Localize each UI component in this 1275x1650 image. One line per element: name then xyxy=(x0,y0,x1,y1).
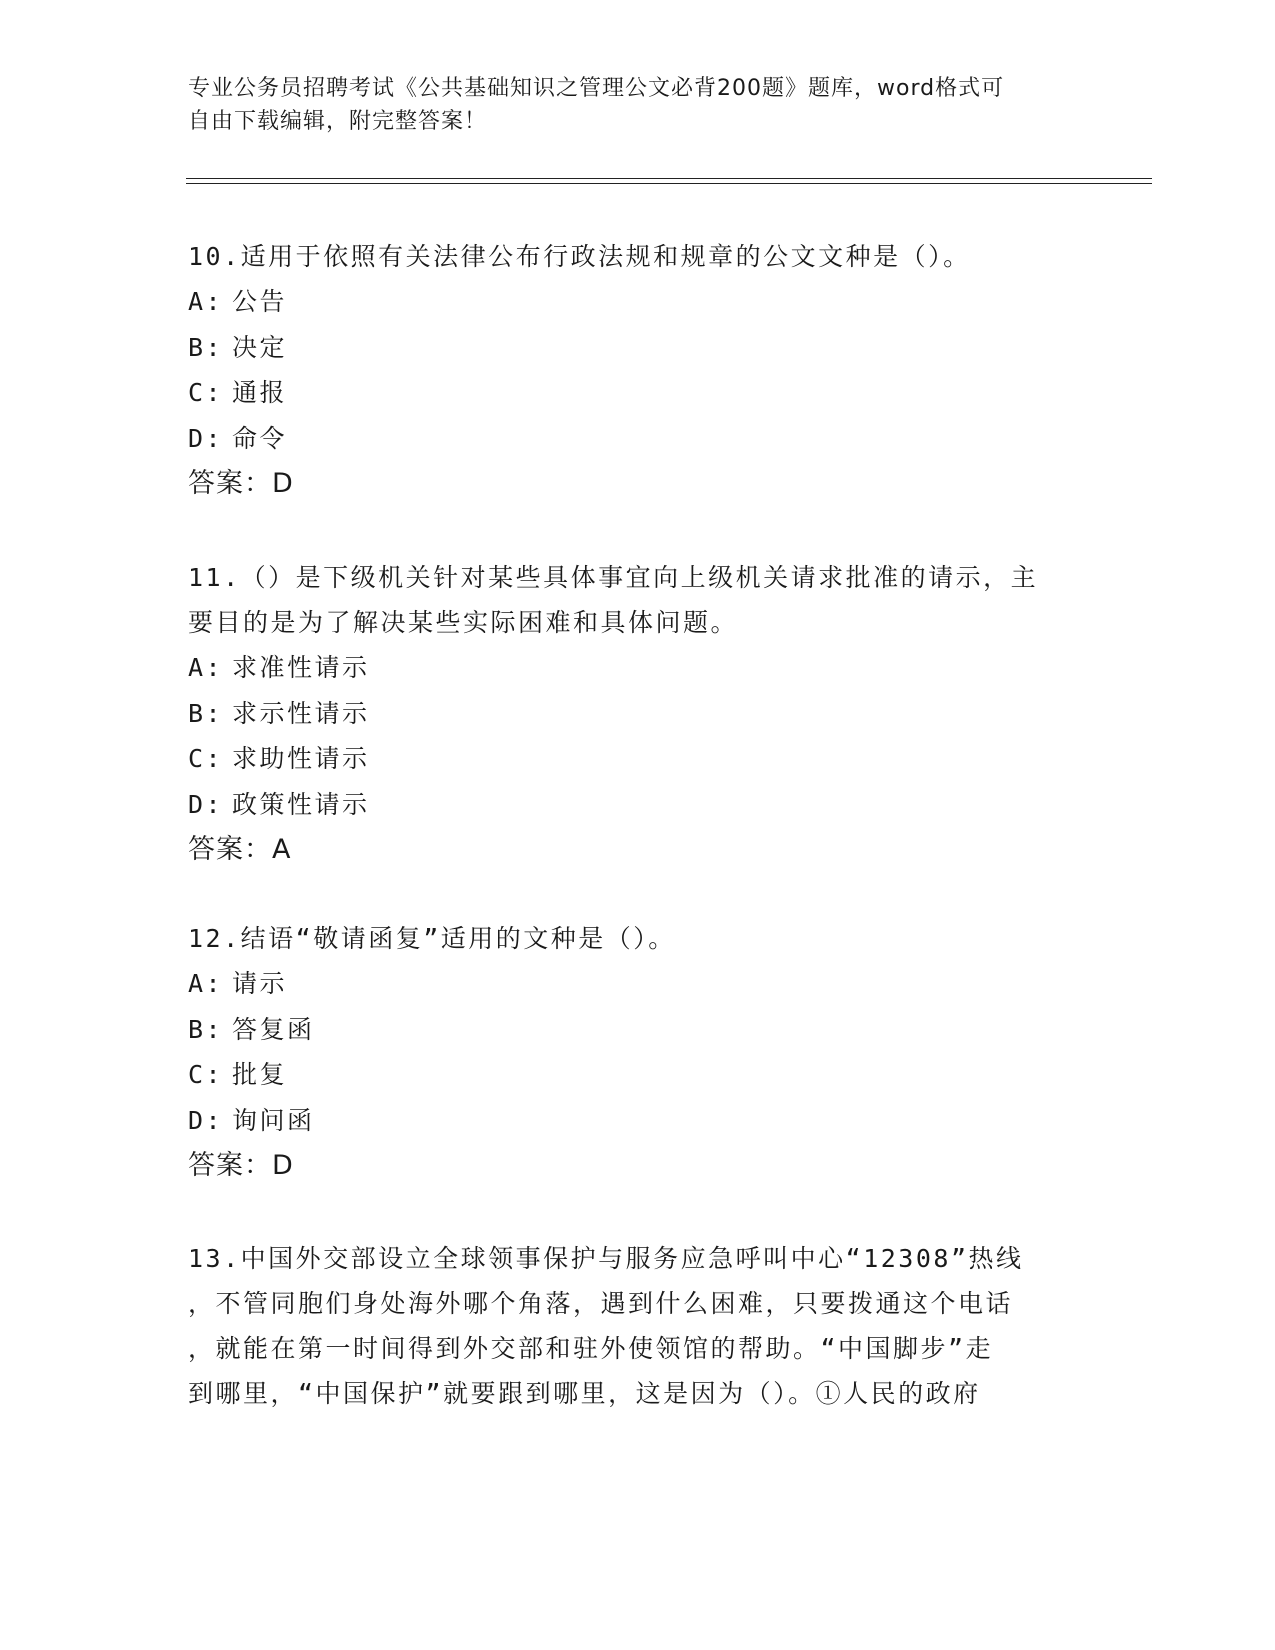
option-text: 通报 xyxy=(232,378,288,407)
option-text: 政策性请示 xyxy=(232,789,370,819)
question-stem: 10.适用于依照有关法律公布行政法规和规章的公文文种是（）。 xyxy=(188,242,971,271)
question-stem-line-4: 到哪里，“中国保护”就要跟到哪里，这是因为（）。①人民的政府 xyxy=(188,1379,981,1408)
answer-label: 答案：A xyxy=(188,834,292,865)
option-text: 求助性请示 xyxy=(232,744,370,773)
option-a xyxy=(188,645,1088,691)
option-text: 公告 xyxy=(232,287,288,316)
answer-label: 答案：D xyxy=(188,1150,294,1181)
option-letter: A: xyxy=(188,969,224,998)
option-c xyxy=(188,736,1088,782)
option-text: 询问函 xyxy=(232,1105,315,1135)
option-letter: B: xyxy=(188,332,224,362)
question-stem-line-1: 13.中国外交部设立全球领事保护与服务应急呼叫中心“12308”热线 xyxy=(188,1244,1024,1273)
question-stem-line-1: 11.（）是下级机关针对某些具体事宜向上级机关请求批准的请示，主 xyxy=(188,563,1039,592)
document-header xyxy=(188,72,1088,138)
option-letter: D: xyxy=(188,423,224,453)
option-d xyxy=(188,416,1088,462)
option-letter: C: xyxy=(188,378,224,407)
option-text: 请示 xyxy=(232,969,288,998)
question-stem-line-2: ，不管同胞们身处海外哪个角落，遇到什么困难，只要拨通这个电话 xyxy=(188,1289,1014,1318)
option-letter: B: xyxy=(188,698,224,728)
answer-label: 答案：D xyxy=(188,468,294,499)
option-text: 求示性请示 xyxy=(232,698,370,728)
question-stem: 12.结语“敬请函复”适用的文种是（）。 xyxy=(188,924,676,953)
question-stem-line-3: ，就能在第一时间得到外交部和驻外使领馆的帮助。“中国脚步”走 xyxy=(188,1334,994,1363)
header-divider-bottom xyxy=(186,183,1152,184)
option-c xyxy=(188,370,1088,416)
option-letter: C: xyxy=(188,744,224,773)
option-c xyxy=(188,1052,1088,1098)
option-letter: D: xyxy=(188,789,224,819)
question-11 xyxy=(188,555,1088,872)
question-stem-line-2: 要目的是为了解决某些实际困难和具体问题。 xyxy=(188,608,739,637)
option-text: 决定 xyxy=(232,332,288,362)
option-letter: C: xyxy=(188,1060,224,1089)
header-divider-top xyxy=(186,178,1152,179)
header-line-2: 自由下载编辑，附完整答案！ xyxy=(188,109,488,134)
option-letter: A: xyxy=(188,653,224,682)
option-d xyxy=(188,782,1088,828)
option-b xyxy=(188,1007,1088,1053)
question-10 xyxy=(188,234,1088,506)
option-letter: A: xyxy=(188,287,224,316)
option-text: 答复函 xyxy=(232,1014,315,1044)
option-letter: D: xyxy=(188,1105,224,1135)
option-b xyxy=(188,691,1088,737)
option-text: 求准性请示 xyxy=(232,653,370,682)
option-a xyxy=(188,279,1088,325)
question-12 xyxy=(188,916,1088,1188)
option-a xyxy=(188,961,1088,1007)
option-letter: B: xyxy=(188,1014,224,1044)
option-text: 批复 xyxy=(232,1060,288,1089)
option-text: 命令 xyxy=(232,423,288,453)
header-line-1: 专业公务员招聘考试《公共基础知识之管理公文必背200题》题库，word格式可 xyxy=(188,76,1005,101)
question-13 xyxy=(188,1236,1088,1416)
option-b xyxy=(188,325,1088,371)
option-d xyxy=(188,1098,1088,1144)
